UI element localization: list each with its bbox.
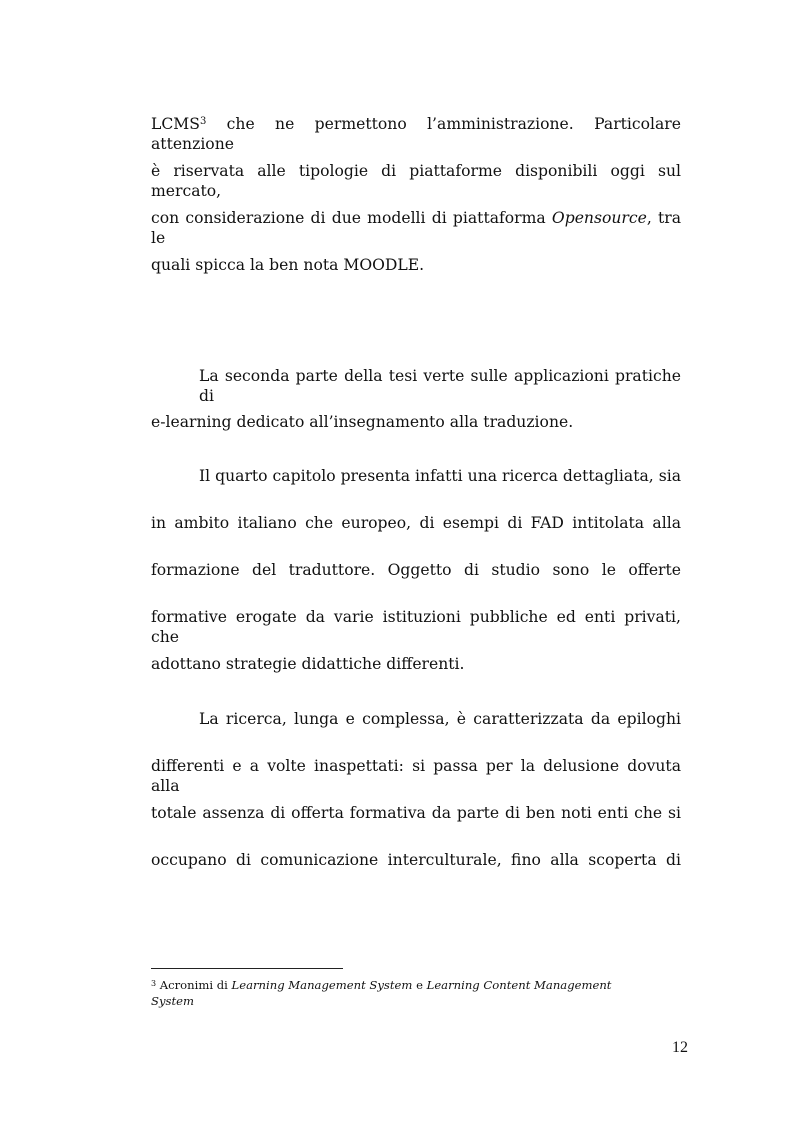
body-text-line: formazione del traduttore. Oggetto di studio sono le offerte bbox=[151, 561, 681, 579]
body-text-line: La seconda parte della tesi verte sulle applicazioni pratiche di bbox=[199, 367, 681, 405]
page-number: 12 bbox=[672, 1039, 688, 1056]
text-span: con considerazione di due modelli di piattaforma bbox=[151, 209, 552, 227]
footnote-separator bbox=[151, 968, 343, 969]
footnote-line bbox=[151, 993, 681, 1009]
text-span: , tra le bbox=[151, 209, 681, 247]
body-text-line bbox=[151, 208, 681, 248]
italic-term: Learning Management System bbox=[231, 978, 413, 992]
italic-term: Learning Content Management bbox=[426, 978, 612, 992]
footnote-reference: 3 bbox=[199, 116, 207, 127]
body-text-line: e-learning dedicato all’insegnamento alla traduzione. bbox=[151, 413, 574, 431]
body-text-line: quali spicca la ben nota MOODLE. bbox=[151, 256, 425, 274]
italic-term: Opensource bbox=[551, 209, 647, 227]
body-text-line: occupano di comunicazione interculturale, fino alla scoperta di bbox=[151, 851, 681, 869]
body-text-line: in ambito italiano che europeo, di esempi di FAD intitolata alla bbox=[151, 514, 681, 532]
body-text-line: totale assenza di offerta formativa da parte di ben noti enti che si bbox=[151, 804, 681, 822]
text-span: Acronimi di bbox=[156, 978, 232, 992]
body-text-line: è riservata alle tipologie di piattaforme disponibili oggi sul mercato, bbox=[151, 162, 681, 200]
italic-term: System bbox=[151, 994, 194, 1008]
body-text-line: Il quarto capitolo presenta infatti una ricerca dettagliata, sia bbox=[199, 467, 681, 485]
text-span: LCMS bbox=[151, 115, 200, 133]
text-span: e bbox=[412, 978, 427, 992]
body-text-line: adottano strategie didattiche differenti. bbox=[151, 655, 465, 673]
body-text-line: formative erogate da varie istituzioni pubbliche ed enti privati, che bbox=[151, 608, 681, 646]
footnote-number: 3 bbox=[151, 979, 157, 988]
body-text-line: La ricerca, lunga e complessa, è caratterizzata da epiloghi bbox=[199, 710, 681, 728]
footnote-line bbox=[151, 977, 681, 993]
body-text-line: differenti e a volte inaspettati: si passa per la delusione dovuta alla bbox=[151, 757, 681, 795]
body-text-line bbox=[151, 114, 681, 154]
text-span: che ne permettono l’amministrazione. Particolare attenzione bbox=[151, 115, 681, 153]
